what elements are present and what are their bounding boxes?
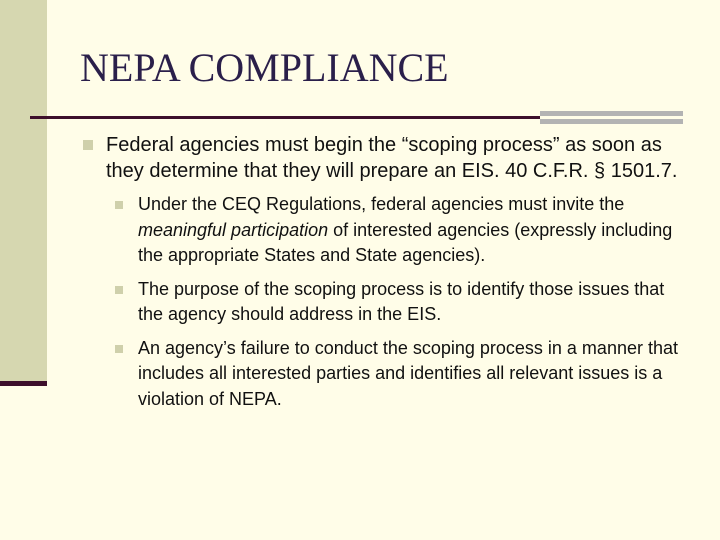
side-decor-panel — [0, 0, 47, 382]
sub-bullet-list — [80, 192, 690, 412]
sub-bullet-item — [112, 336, 690, 413]
title-divider — [30, 116, 540, 119]
slide-content — [80, 132, 690, 420]
sub-bullet-text-end: of interested agencies (expressly including the appropriate States and State agencies). — [138, 219, 673, 265]
square-bullet-icon — [115, 286, 123, 294]
title-divider-accent-top — [540, 111, 683, 116]
sub-bullet-text-start: Under the CEQ Regulations, federal agencies must invite the — [138, 194, 625, 214]
main-bullet-item — [80, 132, 690, 184]
sub-bullet-item — [112, 277, 690, 328]
title-divider-accent-bottom — [540, 119, 683, 124]
square-bullet-icon — [115, 345, 123, 353]
main-bullet-text: Federal agencies must begin the “scoping process” as soon as they determine that they will prepare an EIS. 40 C.F.R. § 1501.7. — [106, 134, 678, 182]
sub-bullet-item — [112, 192, 690, 269]
sub-bullet-text: An agency’s failure to conduct the scoping process in a manner that includes all interested parties and identifies all relevant issues is a violation of NEPA. — [138, 337, 678, 409]
sub-bullet-emphasis: meaningful participation — [138, 219, 329, 240]
sub-bullet-text: The purpose of the scoping process is to identify those issues that the agency should address in the EIS. — [138, 278, 665, 324]
square-bullet-icon — [83, 140, 93, 150]
slide-title: NEPA COMPLIANCE — [80, 45, 449, 90]
side-decor-underline — [0, 381, 47, 386]
square-bullet-icon — [115, 201, 123, 209]
